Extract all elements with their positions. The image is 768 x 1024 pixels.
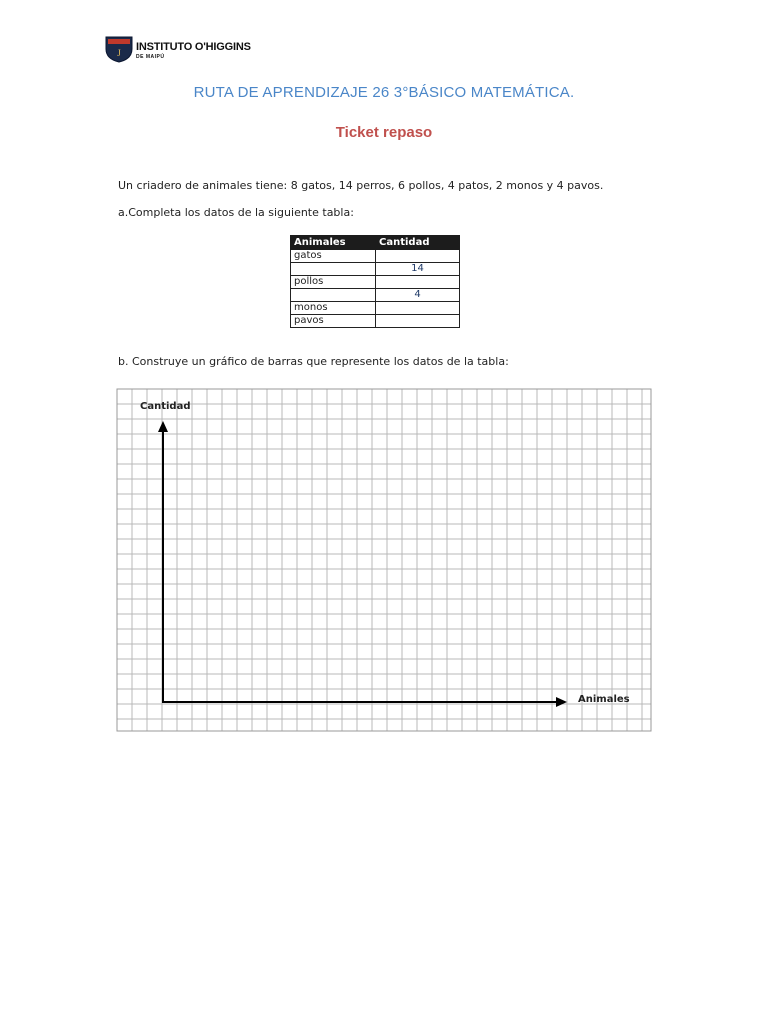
y-axis-arrow [158,421,168,432]
graph-grid [117,389,651,731]
page-subtitle: Ticket repaso [335,124,433,141]
table-cell-cantidad[interactable] [376,250,460,263]
x-axis-label: Animales [578,694,630,705]
animals-table [290,235,460,328]
table-row [291,302,460,315]
problem-statement: Un criadero de animales tiene: 8 gatos, 14 perros, 6 pollos, 4 patos, 2 monos y 4 pavos. [118,179,604,192]
bar-chart-grid[interactable] [116,388,652,732]
institution-subname: DE MAIPÚ [136,54,165,60]
institution-name: INSTITUTO O'HIGGINS [136,41,251,53]
school-logo [104,35,274,65]
table-cell-animal[interactable] [291,289,376,302]
table-cell-cantidad[interactable] [376,276,460,289]
table-cell-animal[interactable]: pavos [291,315,376,328]
table-row [291,315,460,328]
column-header-animales: Animales [291,236,376,250]
instruction-b: b. Construye un gráfico de barras que represente los datos de la tabla: [118,355,509,368]
instruction-a: a.Completa los datos de la siguiente tabla: [118,206,354,219]
page-title: RUTA DE APRENDIZAJE 26 3°BÁSICO MATEMÁTICA. [193,84,575,101]
table-cell-cantidad[interactable]: 14 [376,263,460,276]
table-row [291,263,460,276]
x-axis-arrow [556,697,567,707]
table-row [291,250,460,263]
shield-icon [104,35,134,63]
table-cell-animal[interactable]: pollos [291,276,376,289]
y-axis-label: Cantidad [140,401,191,412]
table-header-row [291,236,460,250]
grid-border [117,389,651,731]
table-cell-animal[interactable]: gatos [291,250,376,263]
table-row [291,289,460,302]
svg-text:J: J [117,48,121,58]
table-cell-cantidad[interactable] [376,315,460,328]
column-header-cantidad: Cantidad [376,236,460,250]
table-cell-cantidad[interactable] [376,302,460,315]
table-cell-animal[interactable] [291,263,376,276]
table-cell-animal[interactable]: monos [291,302,376,315]
table-cell-cantidad[interactable]: 4 [376,289,460,302]
table-row [291,276,460,289]
